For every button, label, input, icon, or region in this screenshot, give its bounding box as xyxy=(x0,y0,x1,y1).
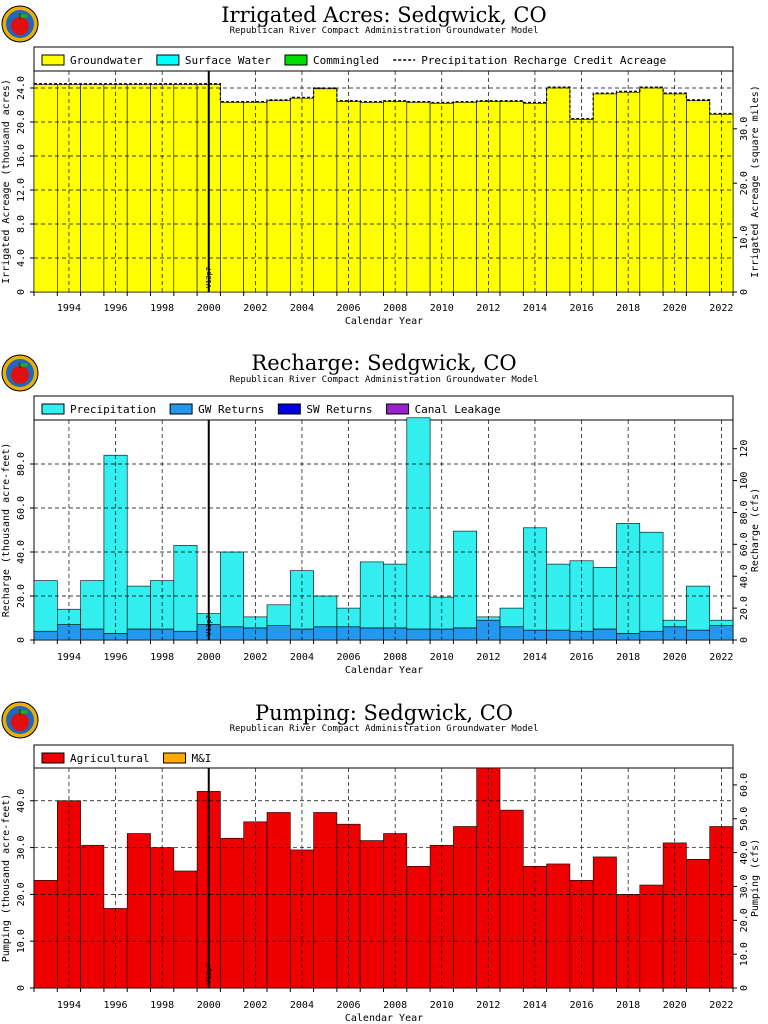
bar-gw_returns-1995 xyxy=(81,629,104,640)
legend xyxy=(42,54,666,67)
chart-title: Irrigated Acres: Sedgwick, CO xyxy=(221,3,547,27)
legend-swatch-precipitation xyxy=(42,404,64,414)
bar-agricultural-2019 xyxy=(640,885,663,988)
y-right-tick-label: 60.0 xyxy=(739,532,750,557)
bar-precipitation-1996 xyxy=(104,455,127,633)
bar-agricultural-2015 xyxy=(547,864,570,988)
logo-apple-leaf xyxy=(20,710,28,714)
y-right-tick-label: 10.0 xyxy=(739,225,750,250)
apple-logo-icon xyxy=(2,702,38,738)
y-axis-label: Pumping (thousand acre-feet) xyxy=(1,793,12,963)
x-tick-label: 2010 xyxy=(429,303,454,314)
x-tick-label: 1994 xyxy=(56,652,81,663)
x-tick-label: 2022 xyxy=(709,303,734,314)
bar-gw_returns-2013 xyxy=(500,627,523,640)
x-axis xyxy=(34,988,733,1011)
y-tick-label: 20.0 xyxy=(16,583,27,609)
legend-label: GW Returns xyxy=(198,403,265,416)
bar-agricultural-2017 xyxy=(593,857,616,988)
legend-swatch-agricultural xyxy=(42,753,64,763)
bar-agricultural-2022 xyxy=(710,827,733,988)
bar-groundwater-2022 xyxy=(710,114,733,292)
x-tick-label: 2002 xyxy=(243,303,268,314)
x-tick-label: 1998 xyxy=(150,303,175,314)
chart-recharge xyxy=(1,351,761,676)
bar-groundwater-1993 xyxy=(34,85,57,292)
y-axis-right xyxy=(733,117,750,295)
x-tick-label: 2012 xyxy=(476,1000,501,1011)
bar-gw_returns-1997 xyxy=(127,629,150,640)
x-tick-label: 2000 xyxy=(196,1000,221,1011)
y-axis-left xyxy=(16,789,34,991)
y-tick-label: 40.0 xyxy=(16,539,27,565)
bar-agricultural-2011 xyxy=(453,827,476,988)
bar-agricultural-1995 xyxy=(81,845,104,988)
bar-gw_returns-2003 xyxy=(267,626,290,640)
y-tick-label: 60.0 xyxy=(16,495,27,521)
legend-label: Surface Water xyxy=(184,54,271,67)
x-tick-label: 2004 xyxy=(289,303,314,314)
bar-gw_returns-1999 xyxy=(174,631,197,640)
x-tick-label: 2006 xyxy=(336,652,361,663)
y-right-tick-label: 20.0 xyxy=(739,908,750,933)
legend-swatch-gw_returns xyxy=(170,404,192,414)
logo-apple-leaf xyxy=(20,14,28,18)
bar-groundwater-2017 xyxy=(593,94,616,292)
x-tick-label: 2002 xyxy=(243,652,268,663)
bar-gw_returns-2005 xyxy=(314,627,337,640)
bar-precipitation-2011 xyxy=(453,531,476,628)
y-right-tick-label: 40.0 xyxy=(739,840,750,865)
bar-precipitation-2015 xyxy=(547,564,570,630)
legend-label: Precipitation Recharge Credit Acreage xyxy=(421,54,667,67)
y-right-tick-label: 40.0 xyxy=(739,564,750,589)
bar-precipitation-1993 xyxy=(34,581,57,632)
bar-gw_returns-2019 xyxy=(640,631,663,640)
x-tick-label: 2014 xyxy=(522,1000,547,1011)
apple-logo-icon xyxy=(2,355,38,391)
x-tick-label: 2004 xyxy=(289,652,314,663)
x-tick-label: 2008 xyxy=(383,652,408,663)
bar-groundwater-1997 xyxy=(127,85,150,292)
bar-precipitation-2005 xyxy=(314,596,337,627)
logo-apple-body xyxy=(11,713,29,731)
legend-label: Agricultural xyxy=(70,752,150,765)
x-tick-label: 2018 xyxy=(616,303,641,314)
logo-apple-leaf xyxy=(20,363,28,367)
legend-swatch-commingled xyxy=(285,55,307,65)
bar-agricultural-2009 xyxy=(407,866,430,988)
bar-gw_returns-2021 xyxy=(686,630,709,640)
x-tick-label: 2008 xyxy=(383,303,408,314)
legend-label: Groundwater xyxy=(70,54,143,67)
y-right-tick-label: 0 xyxy=(739,636,750,644)
x-tick-label: 2012 xyxy=(476,303,501,314)
y-axis-right xyxy=(733,440,750,643)
y-axis-left xyxy=(16,76,34,295)
bar-precipitation-1997 xyxy=(127,586,150,629)
y-tick-label: 20.0 xyxy=(16,109,27,135)
x-tick-label: 2018 xyxy=(616,652,641,663)
x-axis-label: Calendar Year xyxy=(344,665,424,676)
bar-precipitation-2019 xyxy=(640,532,663,631)
model-version-label: V12p7 xyxy=(204,614,213,636)
x-tick-label: 1994 xyxy=(56,303,81,314)
apple-logo-icon xyxy=(2,6,38,42)
bar-precipitation-2014 xyxy=(523,528,546,630)
x-tick-label: 2010 xyxy=(429,1000,454,1011)
logo-apple-body xyxy=(11,366,29,384)
x-tick-label: 2002 xyxy=(243,1000,268,1011)
y-tick-label: 24.0 xyxy=(16,75,27,101)
bar-groundwater-1999 xyxy=(174,85,197,292)
bar-groundwater-2001 xyxy=(220,102,243,292)
y-right-axis-label: Pumping (cfs) xyxy=(750,838,761,918)
y-axis-label: Recharge (thousand acre-feet) xyxy=(1,442,12,618)
x-tick-label: 2020 xyxy=(662,1000,687,1011)
chart-subtitle: Republican River Compact Administration Groundwater Model xyxy=(229,724,539,734)
bar-groundwater-2021 xyxy=(686,101,709,292)
legend-label: M&I xyxy=(191,752,212,765)
y-tick-label: 80.0 xyxy=(16,451,27,477)
bar-precipitation-2007 xyxy=(360,562,383,628)
legend-swatch-sw_returns xyxy=(278,404,300,414)
bar-precipitation-1995 xyxy=(81,581,104,629)
x-tick-label: 2006 xyxy=(336,1000,361,1011)
y-right-tick-label: 10.0 xyxy=(739,942,750,967)
x-tick-label: 1996 xyxy=(103,652,128,663)
bar-precipitation-2009 xyxy=(407,418,430,629)
x-tick-label: 2014 xyxy=(522,303,547,314)
y-tick-label: 4.0 xyxy=(16,248,27,268)
bar-precipitation-2001 xyxy=(220,552,243,627)
y-right-tick-label: 80.0 xyxy=(739,500,750,525)
bar-gw_returns-1993 xyxy=(34,631,57,640)
y-tick-label: 12.0 xyxy=(16,177,27,203)
bar-agricultural-1997 xyxy=(127,834,150,988)
bar-groundwater-2009 xyxy=(407,102,430,292)
x-tick-label: 1996 xyxy=(103,303,128,314)
bar-groundwater-2013 xyxy=(500,102,523,292)
legend-swatch-canal_leakage xyxy=(387,404,409,414)
legend-label: Precipitation xyxy=(70,403,157,416)
y-right-tick-label: 20.0 xyxy=(739,171,750,196)
x-tick-label: 2000 xyxy=(196,303,221,314)
x-axis-label: Calendar Year xyxy=(344,1013,424,1024)
y-tick-label: 0 xyxy=(16,636,27,644)
bar-gw_returns-2009 xyxy=(407,629,430,640)
x-tick-label: 2016 xyxy=(569,652,594,663)
chart-title: Pumping: Sedgwick, CO xyxy=(255,701,513,725)
model-version-label: V12p7 xyxy=(204,266,213,288)
y-right-tick-label: 0 xyxy=(739,288,750,296)
y-tick-label: 20.0 xyxy=(16,882,27,907)
x-tick-label: 2016 xyxy=(569,1000,594,1011)
x-tick-label: 2022 xyxy=(709,652,734,663)
y-tick-label: 40.0 xyxy=(16,788,27,813)
bar-precipitation-2003 xyxy=(267,605,290,626)
bar-groundwater-2005 xyxy=(314,89,337,292)
bar-agricultural-1993 xyxy=(34,880,57,988)
y-axis-label: Irrigated Acreage (thousand acres) xyxy=(1,79,12,284)
chart-subtitle: Republican River Compact Administration Groundwater Model xyxy=(229,375,539,385)
bar-gw_returns-2001 xyxy=(220,627,243,640)
x-tick-label: 2014 xyxy=(522,652,547,663)
x-tick-label: 2018 xyxy=(616,1000,641,1011)
x-tick-label: 2006 xyxy=(336,303,361,314)
y-tick-label: 0 xyxy=(16,984,27,992)
x-tick-label: 2012 xyxy=(476,652,501,663)
bar-precipitation-2004 xyxy=(290,571,313,629)
y-axis-right xyxy=(733,773,750,991)
y-right-tick-label: 120 xyxy=(739,439,750,458)
chart-irrigated xyxy=(1,3,761,327)
x-tick-label: 1996 xyxy=(103,1000,128,1011)
y-tick-label: 0 xyxy=(16,288,27,296)
x-tick-label: 2020 xyxy=(662,652,687,663)
x-axis xyxy=(34,640,733,663)
bar-groundwater-1995 xyxy=(81,85,104,292)
y-right-tick-label: 30.0 xyxy=(739,116,750,141)
chart-subtitle: Republican River Compact Administration Groundwater Model xyxy=(229,26,539,36)
y-tick-label: 30.0 xyxy=(16,835,27,860)
bar-agricultural-2007 xyxy=(360,841,383,988)
bar-gw_returns-2015 xyxy=(547,630,570,640)
bar-precipitation-1999 xyxy=(174,545,197,631)
y-right-tick-label: 0 xyxy=(739,984,750,992)
bar-agricultural-1996 xyxy=(104,908,127,988)
y-axis-left xyxy=(16,452,34,643)
x-tick-label: 2010 xyxy=(429,652,454,663)
y-right-tick-label: 100 xyxy=(739,471,750,490)
x-axis xyxy=(34,292,733,314)
y-tick-label: 10.0 xyxy=(16,929,27,954)
y-right-axis-label: Irrigated Acreage (square miles) xyxy=(750,85,761,278)
x-tick-label: 1994 xyxy=(56,1000,81,1011)
bar-agricultural-1999 xyxy=(174,871,197,988)
y-right-axis-label: Recharge (cfs) xyxy=(750,487,761,573)
chart-pumping xyxy=(1,701,761,1024)
legend-swatch-surface_water xyxy=(157,55,179,65)
bar-gw_returns-2017 xyxy=(593,629,616,640)
bar-agricultural-2013 xyxy=(500,810,523,988)
x-tick-label: 2016 xyxy=(569,303,594,314)
logo-apple-body xyxy=(11,17,29,35)
x-tick-label: 1998 xyxy=(150,1000,175,1011)
bar-agricultural-2021 xyxy=(686,859,709,988)
bar-agricultural-2005 xyxy=(314,812,337,988)
legend-swatch-groundwater xyxy=(42,55,64,65)
legend-swatch-mi xyxy=(163,753,185,763)
x-tick-label: 2000 xyxy=(196,652,221,663)
y-tick-label: 16.0 xyxy=(16,143,27,169)
chart-title: Recharge: Sedgwick, CO xyxy=(251,351,517,375)
x-tick-label: 2022 xyxy=(709,1000,734,1011)
legend-label: Canal Leakage xyxy=(414,403,501,416)
y-right-tick-label: 30.0 xyxy=(739,874,750,899)
bar-precipitation-2017 xyxy=(593,567,616,629)
x-axis-label: Calendar Year xyxy=(344,316,424,327)
bar-groundwater-2011 xyxy=(453,102,476,292)
model-version-label: V12p7 xyxy=(204,962,213,984)
y-right-tick-label: 20.0 xyxy=(739,596,750,621)
y-right-tick-label: 60.0 xyxy=(739,772,750,797)
bar-precipitation-2021 xyxy=(686,586,709,630)
bar-agricultural-2003 xyxy=(267,812,290,988)
x-tick-label: 2020 xyxy=(662,303,687,314)
bar-groundwater-2007 xyxy=(360,102,383,292)
bar-gw_returns-2007 xyxy=(360,628,383,640)
legend-label: Commingled xyxy=(312,54,380,67)
x-tick-label: 2008 xyxy=(383,1000,408,1011)
x-tick-label: 2004 xyxy=(289,1000,314,1011)
x-tick-label: 1998 xyxy=(150,652,175,663)
bar-gw_returns-2011 xyxy=(453,628,476,640)
y-tick-label: 8.0 xyxy=(16,214,27,234)
y-right-tick-label: 50.0 xyxy=(739,806,750,831)
bar-precipitation-2013 xyxy=(500,608,523,627)
bar-agricultural-2014 xyxy=(523,866,546,988)
bar-groundwater-2003 xyxy=(267,101,290,292)
legend-label: SW Returns xyxy=(306,403,373,416)
bar-agricultural-2001 xyxy=(220,838,243,988)
